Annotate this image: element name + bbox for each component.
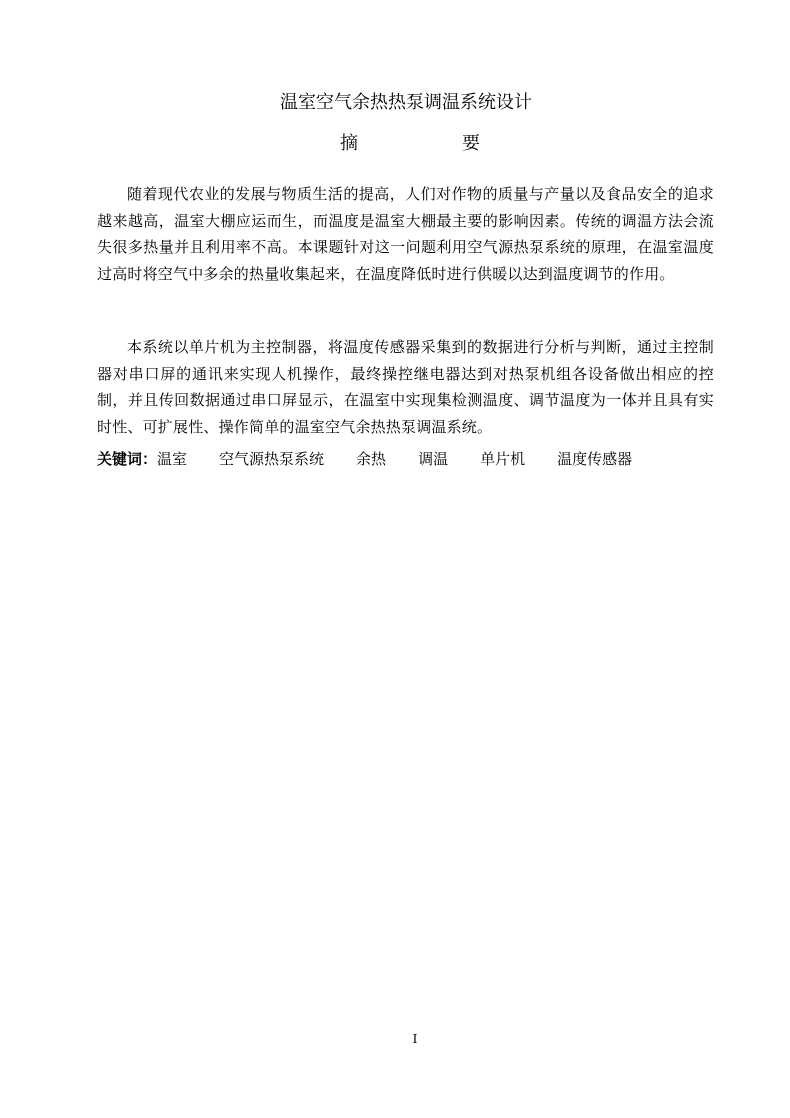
abstract-heading-right: 要: [462, 133, 480, 154]
keyword-item: 温度传感器: [557, 450, 633, 468]
page-number: I: [412, 1032, 418, 1046]
abstract-paragraph-2: 本系统以单片机为主控制器，将温度传感器采集到的数据进行分析与判断，通过主控制器对串口屏的通讯来实现人机操作，最终操控继电器达到对热泵机组各设备做出相应的控制，并且传回数据通过串口屏显示，在温室中实现集检测温度、调节温度为一体并且具有实时性、可扩展性、操作简单的温室空气余热热泵调温系统。: [97, 338, 714, 436]
keyword-item: 单片机: [480, 450, 526, 468]
keywords-line: [97, 446, 714, 472]
keyword-item: 余热: [356, 450, 387, 468]
keywords-label: 关键词：: [97, 450, 158, 468]
abstract-heading-left: 摘: [340, 133, 358, 154]
keyword-item: 调温: [418, 450, 449, 468]
keyword-item: 空气源热泵系统: [219, 450, 325, 468]
abstract-heading: [340, 130, 480, 158]
document-title: 温室空气余热热泵调温系统设计: [280, 92, 532, 113]
keyword-item: 温室: [157, 450, 188, 468]
abstract-paragraph-1: 随着现代农业的发展与物质生活的提高，人们对作物的质量与产量以及食品安全的追求越来越高，温室大棚应运而生，而温度是温室大棚最主要的影响因素。传统的调温方法会流失很多热量并且利用率不高。本课题针对这一问题利用空气源热泵系统的原理，在温室温度过高时将空气中多余的热量收集起来，在温度降低时进行供暖以达到温度调节的作用。: [97, 185, 714, 283]
